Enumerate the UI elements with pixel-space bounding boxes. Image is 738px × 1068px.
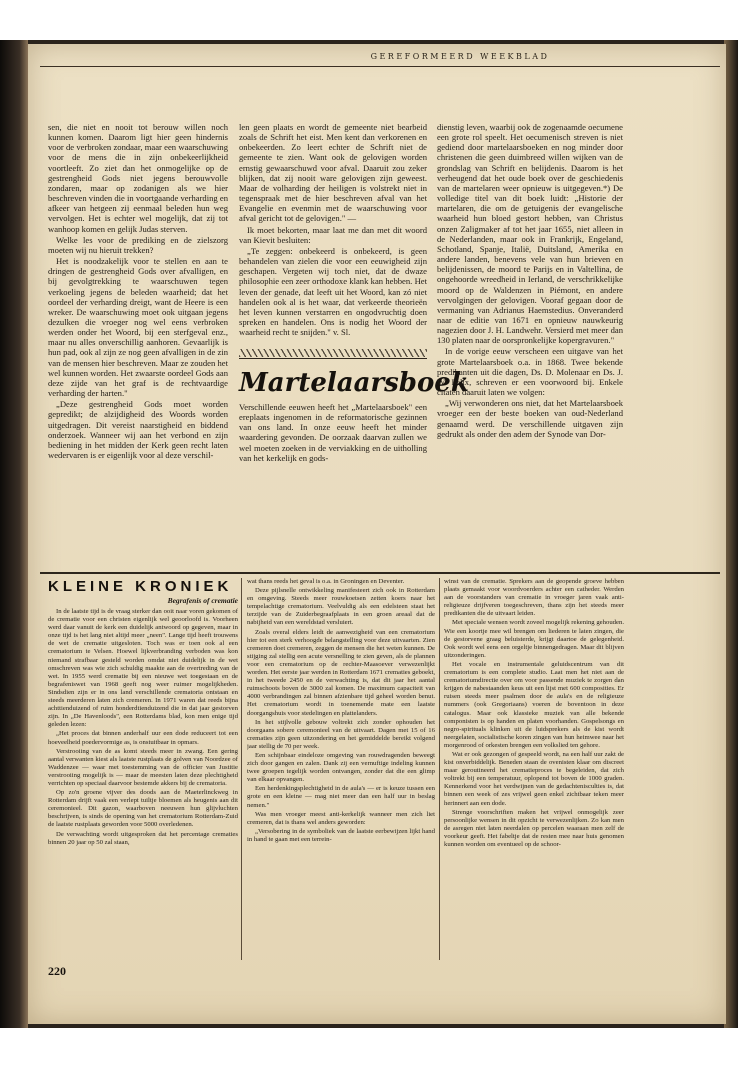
paragraph: Verschillende eeuwen heeft het „Martelaarsboek" een ereplaats ingenomen in de reformatorische gezinnen van ons land. In onze eeuw heeft het minder waardering gevonden. De oorzaak daarvan zullen we wel moeten zoeken in de verviakking en de uitholling van het kerkelijk en gods- bbox=[239, 402, 427, 463]
paragraph: Zoals overal elders leidt de aanwezigheid van een crematorium hier tot een sterk verhoogde belangstelling voor deze uitvaarten. Zien cremeren doet cremeren, zeggen de mensen die het weten kunnen. De stijging zal stellig een acute versnelling te zien geven, als de plannen voor een crematorium op de rechter-Maasoever verwezenlijkt worden. Het eerste jaar werden in Rotterdam 1671 crematies geboekt, in het tweede 2450 en de verwachting is, dat dit jaar het aantal ruimschoots boven de 3000 zal komen. De maximum capaciteit van 4000 verbrandingen zal binnen afzienbare tijd geheel worden benut. Het crematorium wordt in toenemende mate een laatste doorgangshuis voor stedelingen en plattelanders. bbox=[247, 628, 435, 717]
page-number: 220 bbox=[48, 964, 66, 978]
running-header: GEREFORMEERD WEEKBLAD bbox=[370, 52, 550, 61]
paragraph: Welke les voor de prediking en de zielszorg moeten wij nu hieruit trekken? bbox=[48, 234, 228, 255]
paragraph: Een schijnbaar eindeloze omgeving van rouwdragenden beweegt zich door gangen en zalen. Dank zij een vernuftige indeling kunnen twee groepen tegelijk worden ontvangen, zonder dat die een glimp van elkaar opvangen. bbox=[247, 751, 435, 784]
paragraph: wat thans reeds het geval is o.a. in Groningen en Deventer. bbox=[247, 578, 405, 585]
paragraph: De verwachting wordt uitgesproken dat het percentage crematies binnen 20 jaar op 50 zal staan, bbox=[48, 830, 238, 846]
column-rule bbox=[439, 578, 440, 960]
kroniek-column-3 bbox=[444, 578, 624, 960]
paragraph: Op zo'n groene vijver des doods aan de Maeterlinckweg in Rotterdam drijft vaak een verlept tuiltje bloemen als heugenis aan dit ceremonieel. Dit gazon, waarboven neeuwen hun glijvluchten beschrijven, is sinds de opening van het crematorium Rotterdam-Zuid de laatste rustplaats geworden voor 5000 overledenen. bbox=[48, 789, 238, 829]
paragraph: Wat er ook gezongen of gespeeld wordt, na een half uur zakt de kist onverbiddelijk. Beneden staan de ovenisten klaar om discreet maar geroutineerd het crematieproces te begeleiden, dat zich voltrekt bij een temperatuur, oplopend tot boven de 1000 graden. Kennerkend voor het verdwijnen van de gedachtenisculties is, dat binnen een week of zes vrijwel geen enkel zichtbaar teken meer herinnert aan een dode. bbox=[444, 750, 624, 807]
paragraph: winst van de crematie. Sprekers aan de geopende groeve hebben plaats gemaakt voor woordvoerders achter een catheder. Werden aan de voorstanders van crematie in vroeger jaren vaak anti-religieuze drijfveren toegeschreven, thans zijn het steeds meer predikanten die de uitvaart leiden. bbox=[444, 578, 624, 618]
kroniek-column-2 bbox=[247, 578, 435, 960]
paragraph: Strenge voorschriften maken het vrijwel onmogelijk zeer persoonlijke wensen in dit opzicht te verwezenlijken. Zo kan men de asregen niet laten neerdalen op percelen waaraan men zelf de voorkeur geeft. Het fabeltje dat de resten mee naar huis genomen kunnen worden om eventueel op de schoor- bbox=[444, 808, 624, 848]
paragraph: Ik moet bekorten, maar laat me dan met dit woord van Kievit besluiten: bbox=[239, 224, 427, 245]
section-title: KLEINE KRONIEK bbox=[48, 578, 233, 595]
kroniek-column-1 bbox=[48, 608, 238, 960]
paragraph: Een herdenkingsplechtigheid in de aula's — er is keuze tussen een grote en een kleine — mag niet meer dan een half uur in beslag nemen." bbox=[247, 785, 435, 809]
paragraph: Verstrooiing van de as komt steeds meer in zwang. Een gering aantal verwanten kiest als laatste rustplaats de golven van Noordzee of Waddenzee — waar met toestemming van de officier van Justitie verstrooiing mogelijk is — maar de meesten laten deze plechtigheid verrichten op speciaal daarvoor bestemde akkers bij de crematoria. bbox=[48, 747, 238, 787]
paragraph: „Deze gestrengheid Gods moet worden gepredikt; de alzijdigheid des Woords worden uitgedragen. Dit vereist naarstigheid en biddend onderzoek. Wanneer wij aan het verbond en zijn bediening in het midden der Kerk geen recht laten wedervaren is er eigenlijk voor al deze verschil- bbox=[48, 399, 228, 460]
article-intro bbox=[239, 402, 427, 566]
paragraph: „Het proces dat binnen anderhalf uur een dode reduceert tot een hoeveelheid poedervormige as, is onstuitbaar in opmars. bbox=[48, 730, 238, 746]
paragraph: Deze pijlsnelle ontwikkeling manifesteert zich ook in Rotterdam en omgeving. Steeds meer rouwkoetsen zetten koers naar het tempelachtige crematorium. Veelvuldig als een edelsteen staat het terzijde van de Zuiderbegraafplaats in een groen areaal dat de nabijheid van een wereldstad versluiert. bbox=[247, 587, 435, 627]
paragraph: In de vorige eeuw verscheen een uitgave van het grote Martelaarsboek o.a. in 1868. Twee bekende predikanten uit die dagen, Ds. D. Molenaar en Ds. J. W. Felix, schreven er een voorwoord bij. Enkele citaten daaruit laten we volgen: bbox=[437, 346, 623, 398]
paragraph: sen, die niet en nooit tot berouw willen noch kunnen komen. Daarom ligt hier geen hindernis voor de verbroken zondaar, maar een waarschuwing voor de mens die in zijn onbekeerlijkheid voortleeft. Zo ziet dan het onmogelijke op de gestrengheid Gods niet jegens berouwvolle zondaren, maar op zodanigen als we hier beschreven vinden die in voortgaande verharding en afkeer van hetgeen zij eenmaal beleden hun weg vervolgen. Het is echter wel mogelijk, dat zij tot wanhoop komen en gelijk Judas sterven. bbox=[48, 122, 228, 234]
paragraph: „Te zeggen: onbekeerd is onbekeerd, is geen behandelen van zielen die voor een eeuwigheid zijn geschapen. Vergeten wij toch niet, dat de dwaze philosophie een zeer orthodoxe klank kan hebben. Het leven der genade, dat leeft uit het Woord, kan zó niet handelen ook al is het waar, dat verkeerde theorieën het leven kunnen verstarren en ongodvruchtig doen spreken en handelen. Ons is nodig het Woord der waarheid recht te snijden." v. Sl. bbox=[239, 245, 427, 338]
ornamental-divider bbox=[239, 349, 427, 357]
article-headline: Martelaarsboek bbox=[239, 368, 469, 398]
paragraph: len geen plaats en wordt de gemeente niet bearbeid zoals de Schrift het eist. Men kent dan verkorenen en onbekeerden. Zo leert echter de Schrift niet de gemeente te zien. Want ook de gelovigen worden ernstig gewaarschuwd voor afval. Daaruit zou zeker blijken, dat zij nooit ware gelovigen zijn geweest. Maar de volharding der heiligen is volstrekt niet in tegenspraak met de hier beschreven afval van het Evangelie en evenmin met de waarschuwing voor afval gericht tot de gelovigen." — bbox=[239, 122, 427, 224]
header-rule bbox=[40, 66, 720, 67]
paragraph: „Wij verwonderen ons niet, dat het Martelaarsboek vroeger een der beste boeken van oud-Nederland genaamd werd. De verschillende uitgaven zijn gedrukt als onder den adem der Synode van Dor- bbox=[437, 398, 623, 439]
divider-line bbox=[239, 358, 427, 359]
section-subtitle: Begrafenis of crematie bbox=[167, 596, 238, 605]
paragraph: Het vocale en instrumentale geluidscentrum van dit crematorium is een complete studio. Laat men het niet aan de crematoriumdirectie over om voor passende muziek te zorgen dan krijgen de nabestaanden keus uit een lijst met 600 composities. Er ruisen steeds meer psalmen door de aula's en de religieuze nummers (ook Gregoriaans) voeren de boventoon in deze catalogus. Maar ook klassieke muziek van alle bekende componisten is op handen en platen voorhanden. Gospelsongs en negro-spirituals klinken uit de luidsprekers als de kist wordt neergelaten, socialistische koren zingen van hun heimwee naar het morgenrood of orkesten brengen een volkslied ten gehore. bbox=[444, 660, 624, 749]
paragraph: In de laatste tijd is de vraag sterker dan ooit naar voren gekomen of de crematie voor een christen eigenlijk wel geoorloofd is. Voorheen werd daar vanuit de kerk een duidelijk antwoord op gegeven, maar in onze tijd is het lang niet altijd meer „neen". Lange tijd heeft trouwens de wet de crematie uitgesloten. Toch was er toen ook al een crematorium te Velsen. Hoewel lijkverbranding verboden was kon niemand strafbaar gesteld worden omdat niet duidelijk in de wet omschreven was wie zich schuldig maakte aan de overtreding van de wet. In 1955 werd crematie bij een nieuwe wet toegestaan en de begrafeniswet van 1968 geeft nog weer ruimer mogelijkheden. Sindsdien zijn er in ons land verschillende crematoria ontstaan en steeds meerderen laten zich cremeren. In 1971 waren dat reeds bijna achttienduizend of ruim honderdtienduizend die in dat jaar gestorven zijn. In „De Havenloods", een Rotterdams blad, kon men enige tijd geleden lezen: bbox=[48, 608, 238, 729]
paragraph: In het stijlvolle gebouw voltrekt zich zonder ophouden het doorgaans sobere ceremonieel van de uitvaart. Dagen met 15 of 16 crematies zijn geen uitzondering en het gemiddelde bereikt volgend jaar stellig de 70 per week. bbox=[247, 718, 435, 750]
column-rule bbox=[241, 578, 242, 960]
column-1 bbox=[48, 122, 228, 566]
paragraph: dienstig leven, waarbij ook de zogenaamde oecumene een grote rol speelt. Het oecumenisch streven is niet gediend door martelaarsboeken en nog minder door christenen die geen duimbreed willen wijken van de grondslag van Schrift en belijdenis. Daarom is het verheugend dat het oude boek over de geschiedenis van de martelaren weer opnieuw is uitgegeven.*) De volledige titel van dit boek luidt: „Historie der martelaren, die om de getuigenis der evangelische waarheid hun bloed gestort hebben, van Christus onzen Zaligmaker af tot het jaar 1655, niet alleen in de Nederlanden, maar ook in Frankrijk, Engeland, Schotland, Spanje, Italië, Duitsland, Amerika en andere landen, benevens vele van hun brieven en belijdenissen, de moord te Parijs en in Valtellina, de ongehoorde wreedheid in Ierland, de verschrikkelijke moord op de Waldenzen in Piémont, en andere vervolgingen der gelovigen. Vooraf gegaan door de vermaning van Adrianus Haemstedius. Onveranderd naar de editie van 1671 en opnieuw nauwkeurig nagezien door J. H. Landwehr. Versierd met meer dan 130 platen naar de oorspronkelijke kopergravuren." bbox=[437, 122, 623, 346]
paragraph: Het is noodzakelijk voor te stellen en aan te dringen de gestrengheid Gods over afvalligen, en bij gevolgtrekking te waarschuwen tegen verkoeling jegens de beleden waarheid; dat het oordeel der verharding dreigt, want de Heere is een wreker. De waarschuwing moet ook uitgaan jegens dezulken die vroeger nog wel eens verbroken werden onder het Woord, bij een sterfgeval enz., maar nu alles onverschillig aanhoren. Gevaarlijk is hun pad, ook al zijn ze nog geen afvalligen in de zin van de mensen hier beschreven. Maar ze zouden het wel kunnen worden. Het zwaarste oordeel Gods aan deze zijde van het graf is de rechtvaardige verharding der harten." bbox=[48, 256, 228, 399]
binding-shadow bbox=[0, 40, 28, 1028]
paragraph: Was men vroeger meest anti-kerkelijk wanneer men zich liet cremeren, dat is thans wel anders geworden: bbox=[247, 810, 435, 826]
paragraph: „Versobering in de symboliek van de laatste eerbewijzen lijkt hand in hand te gaan met een terrein- bbox=[247, 827, 435, 843]
paragraph: Met speciale wensen wordt zoveel mogelijk rekening gehouden. Wie een koortje mee wil brengen om liederen te laten zingen, die de gestorvene graag beluisterde, krijgt daartoe de gelegenheid. Ook wordt wel eens een orgeltje binnengedragen. Maar dit blijven uitzonderingen. bbox=[444, 619, 624, 659]
column-2 bbox=[239, 122, 427, 344]
column-3 bbox=[437, 122, 623, 566]
page-edge-shadow bbox=[724, 40, 738, 1028]
section-divider bbox=[40, 572, 720, 574]
